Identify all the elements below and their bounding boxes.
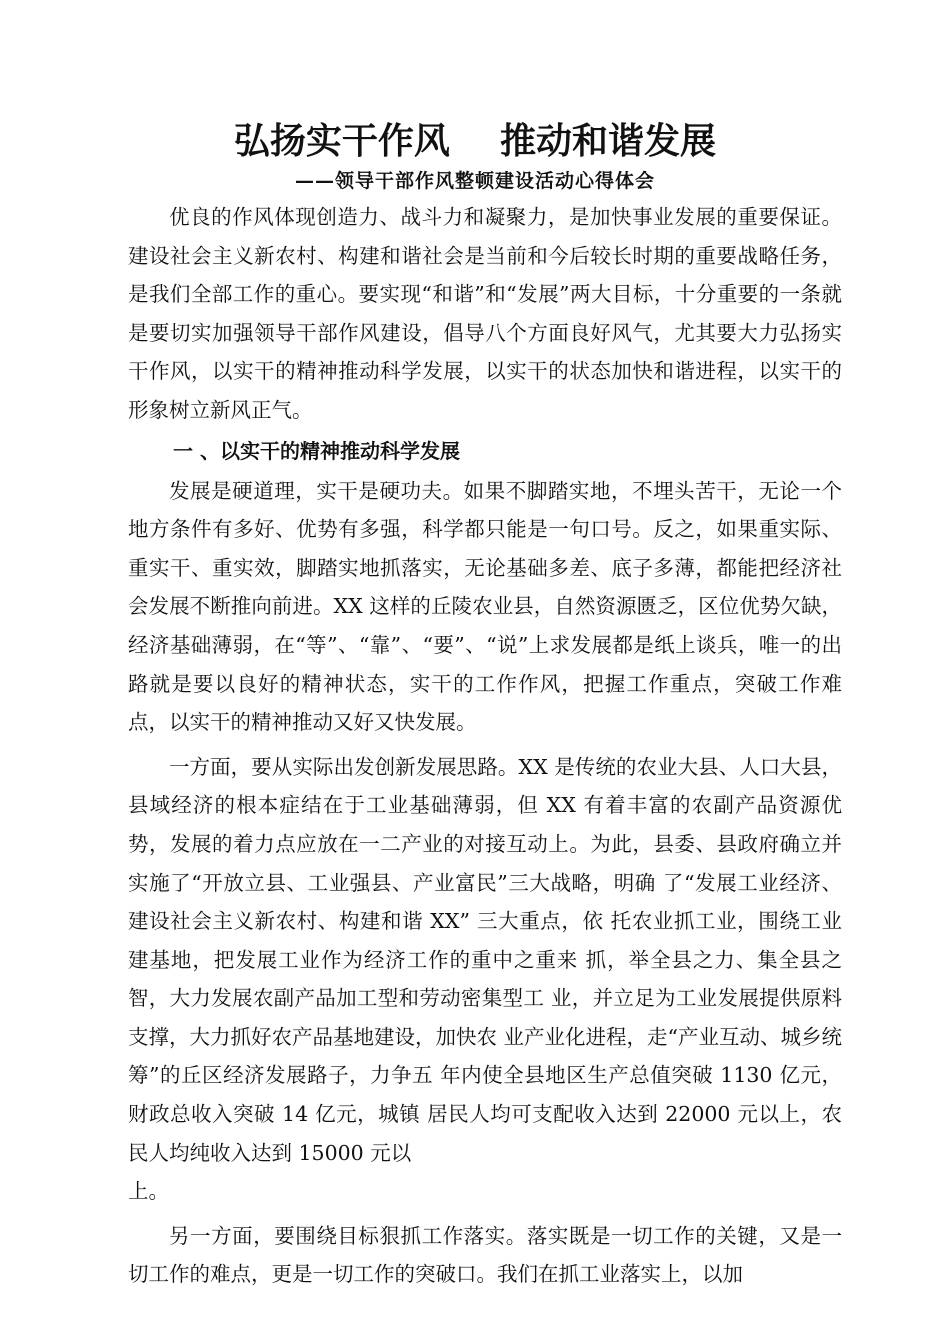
section-heading: 一 、以实干的精神推动科学发展 (173, 438, 460, 463)
document-subtitle: ——领导干部作风整顿建设活动心得体会 (294, 170, 655, 192)
paragraph-tail: 上。 (128, 1179, 169, 1204)
body-paragraph: 一方面，要从实际出发创新发展思路。XX 是传统的农业大县、人口大县，县域经济的根本症结在于工业基础薄弱，但 XX 有着丰富的农副产品资源优势，发展的着力点应放在一二产业的对接互动上。为此，县委、县政府确立并实施了“开放立县、工业强县、产业富民”三大战略，明确 了“发展工业经济、建设社会主义新农村、构建和谐 XX” 三大重点，依 托农业抓工业，围绕工业建基地，把发展工业作为经济工作的重中之重来 抓，举全县之力、集全县之智，大力发展农副产品加工型和劳动密集型工 业，并立足为工业发展提供原料支撑，大力抓好农产品基地建设，加快农 业产业化进程，走“产业互动、城乡统筹”的丘区经济发展路子，力争五 年内使全县地区生产总值突破 1130 亿元，财政总收入突破 14 亿元，城镇 居民人均可支配收入达到 22000 元以上，农民人均纯收入达到 15000 元以 (128, 754, 842, 1165)
body-paragraph: 发展是硬道理，实干是硬功夫。如果不脚踏实地，不埋头苦干，无论一个地方条件有多好、优势有多强，科学都只能是一句口号。反之，如果重实际、重实干、重实效，脚踏实地抓落实，无论基础多差、底子多薄，都能把经济社会发展不断推向前进。XX 这样的丘陵农业县，自然资源匮乏，区位优势欠缺，经济基础薄弱，在“等”、“靠”、“要”、“说”上求发展都是纸上谈兵，唯一的出路就是要以良好的精神状态，实干的工作作风，把握工作重点，突破工作难点，以实干的精神推动又好又快发展。 (128, 478, 842, 735)
document-body (128, 198, 842, 1294)
document-title: 弘扬实干作风 推动和谐发展 (233, 121, 717, 162)
body-paragraph: 另一方面，要围绕目标狠抓工作落实。落实既是一切工作的关键，又是一切工作的难点，更是一切工作的突破口。我们在抓工业落实上，以加 (128, 1223, 842, 1287)
intro-paragraph: 优良的作风体现创造力、战斗力和凝聚力，是加快事业发展的重要保证。建设社会主义新农村、构建和谐社会是当前和今后较长时期的重要战略任务，是我们全部工作的重心。要实现“和谐”和“发展”两大目标，十分重要的一条就是要切实加强领导干部作风建设，倡导八个方面良好风气，尤其要大力弘扬实干作风，以实干的精神推动科学发展，以实干的状态加快和谐进程，以实干的形象树立新风正气。 (128, 205, 842, 422)
